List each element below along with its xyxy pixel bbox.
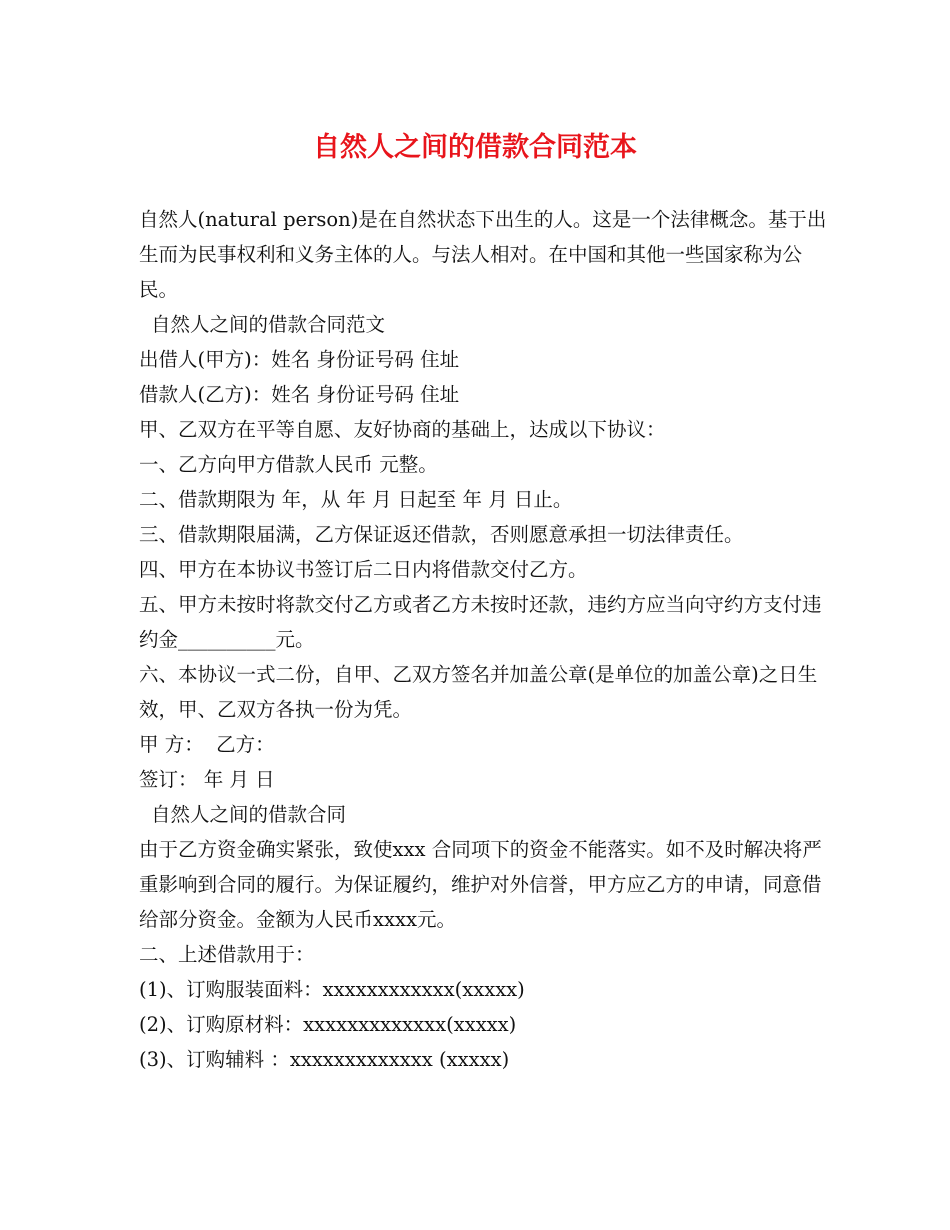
document-title: 自然人之间的借款合同范本 <box>313 132 637 163</box>
agreement-preamble: 甲、乙双方在平等自愿、友好协商的基础上，达成以下协议： <box>139 418 666 441</box>
clause-5: 五、甲方未按时将款交付乙方或者乙方未按时还款，违约方应当向守约方支付违约金__________元。 <box>139 593 822 651</box>
intro-paragraph: 自然人(natural person)是在自然状态下出生的人。这是一个法律概念。基于出生而为民事权利和义务主体的人。与法人相对。在中国和其他一些国家称为公民。 <box>139 208 827 301</box>
lender-line: 出借人(甲方)：姓名 身份证号码 住址 <box>139 348 460 371</box>
loan-usage-item-2: (2)、订购原材料：xxxxxxxxxxxxx(xxxxx) <box>139 1013 517 1036</box>
clause-2: 二、借款期限为 年，从 年 月 日起至 年 月 日止。 <box>139 488 573 511</box>
clause-3: 三、借款期限届满，乙方保证返还借款，否则愿意承担一切法律责任。 <box>139 523 744 546</box>
section-heading-sample: 自然人之间的借款合同范文 <box>151 313 386 336</box>
borrower-line: 借款人(乙方)：姓名 身份证号码 住址 <box>139 383 460 406</box>
signature-date: 签订： 年 月 日 <box>139 768 275 791</box>
loan-usage-item-1: (1)、订购服装面料：xxxxxxxxxxxx(xxxxx) <box>139 978 525 1001</box>
signature-parties: 甲 方： 乙方： <box>139 733 275 756</box>
document-body <box>139 202 829 1077</box>
contract-paragraph: 由于乙方资金确实紧张，致使xxx 合同项下的资金不能落实。如不及时解决将严重影响到合同的履行。为保证履约，维护对外信誉，甲方应乙方的申请，同意借给部分资金。金额为人民币xxxx元。 <box>139 838 822 931</box>
loan-usage-item-3: (3)、订购辅料 ：xxxxxxxxxxxxx (xxxxx) <box>139 1048 510 1071</box>
clause-1: 一、乙方向甲方借款人民币 元整。 <box>139 453 438 476</box>
loan-usage-heading: 二、上述借款用于： <box>139 943 315 966</box>
clause-6: 六、本协议一式二份，自甲、乙双方签名并加盖公章(是单位的加盖公章)之日生效，甲、乙双方各执一份为凭。 <box>139 663 818 721</box>
section-heading-contract: 自然人之间的借款合同 <box>151 803 347 826</box>
clause-4: 四、甲方在本协议书签订后二日内将借款交付乙方。 <box>139 558 588 581</box>
